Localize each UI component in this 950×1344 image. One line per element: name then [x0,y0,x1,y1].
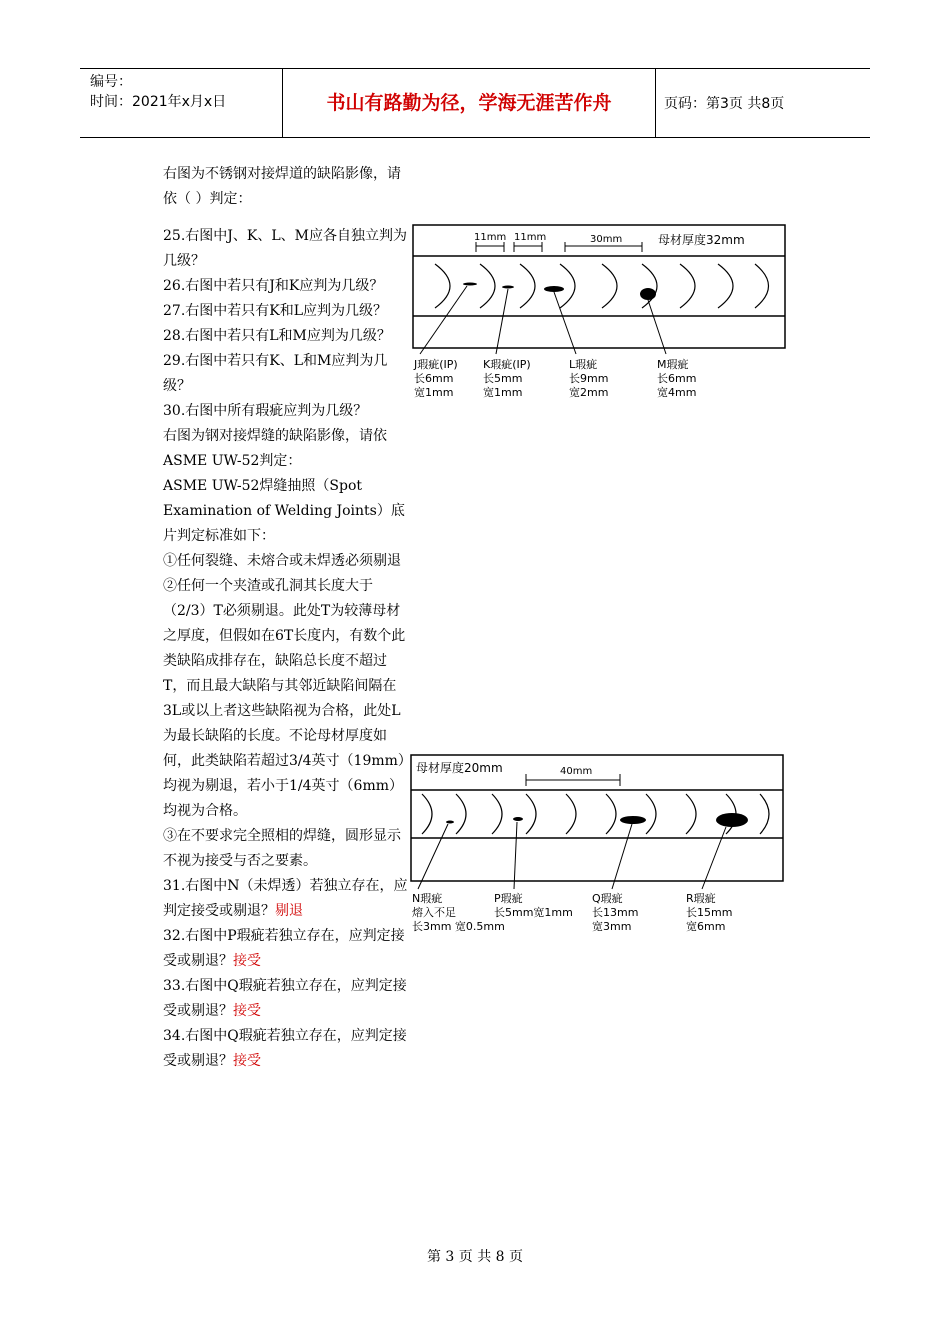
header-meta [80,69,280,137]
defect-m [640,288,656,300]
defect-l [544,286,564,292]
question-text-column [163,162,408,1074]
question-25: 25.右图中J、K、L、M应各自独立判为几级？ [163,228,407,269]
rule-2: ②任何一个夹渣或孔洞其长度大于（2/3）T必须剔退。此处T为较薄母材之厚度，但假如在6T长度内，有数个此类缺陷成排存在，缺陷总长度不超过T，而且最大缺陷与其邻近缺陷间隔在3L或以上者这些缺陷视为合格，此处L为最长缺陷的长度。不论母材厚度如何，此类缺陷若超过3/4英寸（19mm）均视为剔退，若小于1/4英寸（6mm）均视为合格。 [163,578,406,819]
question-31: 31.右图中N（未焊透）若独立存在，应判定接受或剔退？剔退 [163,878,408,919]
question-34: 34.右图中Q瑕疵若独立存在，应判定接受或剔退？接受 [163,1028,407,1069]
answer-33: 接受 [233,1003,261,1019]
defect-k-width: 宽1mm [483,386,523,399]
dim-label-l-m: 30mm [590,234,623,245]
header-motto: 书山有路勤为径，学海无涯苦作舟 [282,69,656,137]
defect-j-width: 宽1mm [414,386,454,399]
standard-intro: ASME UW-52焊缝抽照（Spot Examination of Welding Joints）底片判定标准如下： [163,478,405,544]
answer-31: 剔退 [275,903,303,919]
page-footer: 第 3 页 共 8 页 [426,1249,524,1265]
defect-p [513,817,523,821]
defect-p-name: P瑕疵 [494,892,523,905]
weld-figure-1 [410,222,790,407]
intro-2: 右图为钢对接焊缝的缺陷影像，请依ASME UW-52判定： [163,428,387,469]
defect-r-detail-1: 长15mm [686,906,733,919]
defect-l-name: L瑕疵 [569,358,598,371]
defect-n-detail-1: 熔入不足 [412,906,456,919]
weld-figure-2 [408,752,788,942]
page-header [80,68,870,138]
defect-n [446,821,454,824]
answer-32: 接受 [233,953,261,969]
defect-q-detail-1: 长13mm [592,906,639,919]
defect-j-length: 长6mm [414,372,454,385]
question-27: 27.右图中若只有K和L应判为几级？ [163,303,388,319]
answer-34: 接受 [233,1053,261,1069]
rule-1: ①任何裂缝、未熔合或未焊透必须剔退 [163,553,401,569]
rule-3: ③在不要求完全照相的焊缝，圆形显示不视为接受与否之要素。 [163,828,401,869]
dim-label-k-l: 11mm [514,232,547,243]
header-page-info: 页码：第3页 共8页 [664,96,785,112]
defect-k [502,286,514,289]
defect-q-name: Q瑕疵 [592,892,623,905]
weld-diagram-2 [408,752,788,942]
defect-m-length: 长6mm [657,372,697,385]
spacer [163,212,408,224]
defect-r [716,813,748,827]
defect-l-length: 长9mm [569,372,609,385]
question-33: 33.右图中Q瑕疵若独立存在，应判定接受或剔退？接受 [163,978,407,1019]
defect-n-detail-2: 长3mm 宽0.5mm [412,920,505,933]
defect-n-name: N瑕疵 [412,892,443,905]
defect-r-name: R瑕疵 [686,892,716,905]
question-29: 29.右图中若只有K、L和M应判为几级？ [163,353,388,394]
intro-1: 右图为不锈钢对接焊道的缺陷影像，请依（ ）判定： [163,166,401,207]
weld-diagram-1 [410,222,790,407]
question-28: 28.右图中若只有L和M应判为几级？ [163,328,391,344]
defect-p-detail-1: 长5mm宽1mm [494,906,573,919]
defect-j [463,283,477,286]
dim-label-40: 40mm [560,766,593,777]
thickness-label-1: 母材厚度32mm [658,233,745,247]
question-30: 30.右图中所有瑕疵应判为几级？ [163,403,368,419]
defect-j-name: J瑕疵(IP) [414,358,458,371]
time-label: 时间：2021年x月x日 [90,94,227,110]
dim-label-j-k: 11mm [474,232,507,243]
defect-r-detail-2: 宽6mm [686,920,726,933]
thickness-label-2: 母材厚度20mm [416,761,503,775]
question-32: 32.右图中P瑕疵若独立存在，应判定接受或剔退？接受 [163,928,405,969]
serial-label: 编号： [90,74,132,90]
question-26: 26.右图中若只有J和K应判为几级？ [163,278,384,294]
defect-q-detail-2: 宽3mm [592,920,632,933]
defect-q [620,816,646,824]
defect-k-name: K瑕疵(IP) [483,358,531,371]
defect-m-name: M瑕疵 [657,358,689,371]
defect-m-width: 宽4mm [657,386,697,399]
defect-k-length: 长5mm [483,372,523,385]
defect-l-width: 宽2mm [569,386,609,399]
